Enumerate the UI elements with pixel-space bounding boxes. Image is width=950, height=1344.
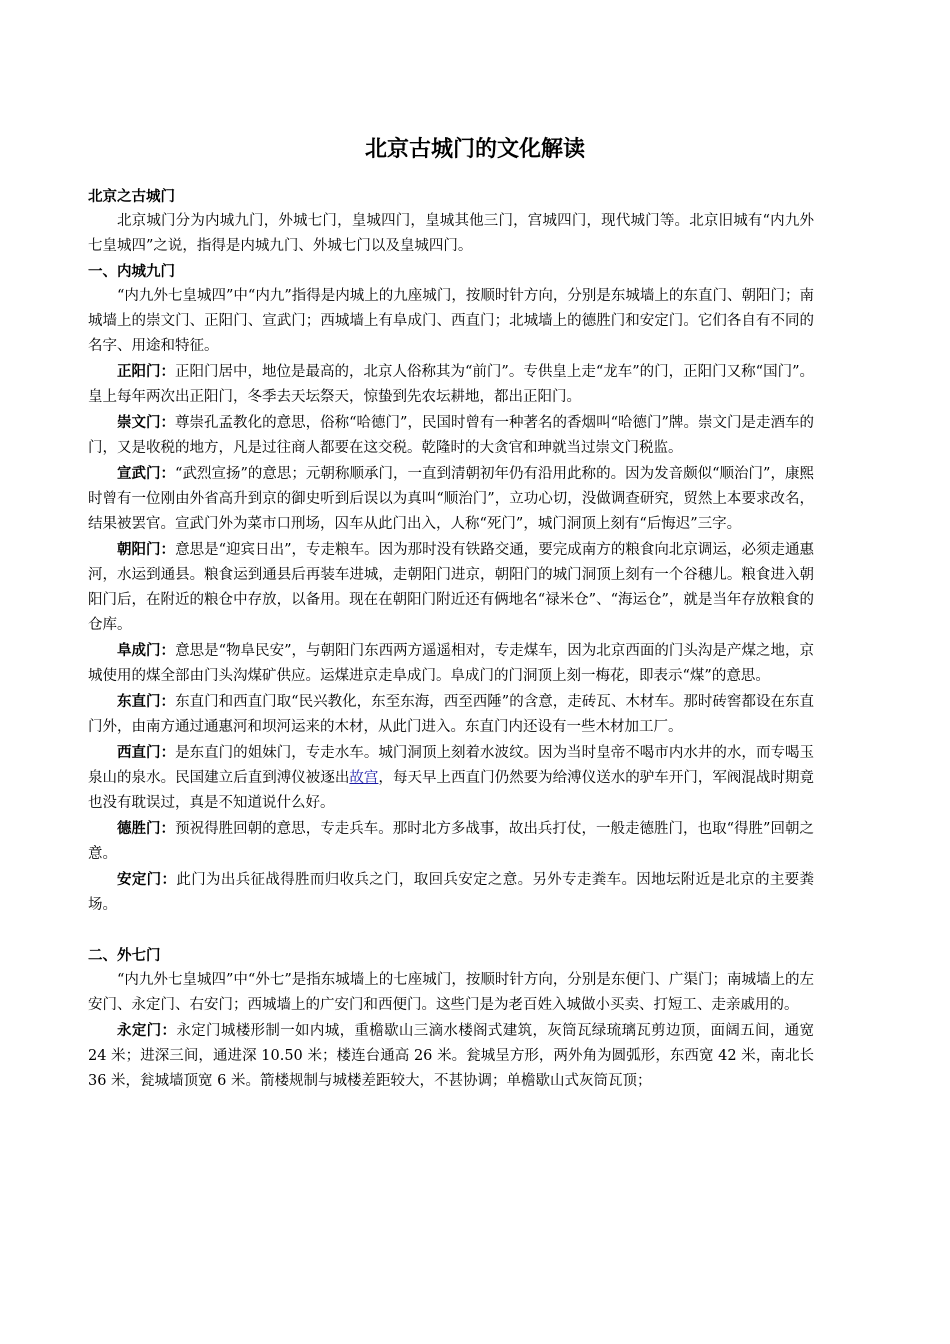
gate-text: 正阳门居中，地位是最高的，北京人俗称其为“前门”。专供皇上走“龙车”的门，正阳门又称“国门”。皇上每年两次出正阳门，冬季去天坛祭天，惊蛰到先农坛耕地，都出正阳门。 bbox=[88, 364, 815, 405]
section1-heading: 一、内城九门 bbox=[88, 263, 175, 280]
gate-text: 意思是“物阜民安”，与朝阳门东西两方遥遥相对，专走煤车，因为北京西面的门头沟是产煤之地，京城使用的煤全部由门头沟煤矿供应。运煤进京走阜成门。阜成门的门洞顶上刻一梅花，即表示“煤”的意思。 bbox=[88, 643, 815, 684]
gate-text: 意思是“迎宾日出”，专走粮车。因为那时没有铁路交通，要完成南方的粮食向北京调运，必须走通惠河，水运到通县。粮食运到通县后再装车进城，走朝阳门进京，朝阳门的城门洞顶上刻有一个谷穗儿。粮食进入朝阳门后，在附近的粮仓中存放，以备用。现在在朝阳门附近还有俩地名“禄米仓”、“海运仓”，就是当年存放粮食的仓库。 bbox=[88, 542, 815, 633]
intro-paragraph: 北京城门分为内城九门，外城七门，皇城四门，皇城其他三门，宫城四门，现代城门等。北京旧城有“内九外七皇城四”之说，指得是内城九门、外城七门以及皇城四门。 bbox=[88, 213, 814, 254]
gate-paragraph-chaoyang bbox=[88, 537, 814, 638]
gate-text: 尊崇孔孟教化的意思，俗称“哈德门”，民国时曾有一种著名的香烟叫“哈德门”牌。崇文门是走酒车的门，又是收税的地方，凡是过往商人都要在这交税。乾隆时的大贪官和珅就当过崇文门税监。 bbox=[88, 415, 814, 456]
gate-paragraph-desheng bbox=[88, 816, 814, 867]
gate-paragraph-dongzhi bbox=[88, 689, 814, 740]
gate-name: 安定门： bbox=[117, 871, 177, 888]
gate-name: 阜成门： bbox=[117, 642, 176, 659]
intro-heading: 北京之古城门 bbox=[88, 188, 175, 205]
gate-name: 德胜门： bbox=[117, 820, 176, 837]
gate-paragraph-xizhi bbox=[88, 740, 814, 816]
gate-paragraph-anding bbox=[88, 867, 814, 918]
blank-line bbox=[88, 918, 814, 943]
section1-intro-paragraph: “内九外七皇城四”中“内九”指得是内城上的九座城门，按顺时针方向，分别是东城墙上的东直门、朝阳门；南城墙上的崇文门、正阳门、宣武门；西城墙上有阜成门、西直门；北城墙上的德胜门和安定门。它们各自有不同的名字、用途和特征。 bbox=[88, 288, 814, 354]
gate-text: 预祝得胜回朝的意思，专走兵车。那时北方多战事，故出兵打仗，一般走德胜门，也取“得胜”回朝之意。 bbox=[88, 821, 815, 862]
document-title: 北京古城门的文化解读 bbox=[364, 136, 585, 162]
gate-paragraph-xuanwu bbox=[88, 461, 814, 537]
gate-text: 永定门城楼形制一如内城，重檐歇山三滴水楼阁式建筑，灰筒瓦绿琉璃瓦剪边顶，面阔五间，通宽 24 米；进深三间，通进深 10.50 米；楼连台通高 26 米。瓮城呈方形，两外角为圆弧形，东西宽 42 米，南北长 36 米，瓮城墙顶宽 6 米。箭楼规制与城楼差距较大，不甚协调；单檐歇山式灰筒瓦顶； bbox=[88, 1023, 815, 1089]
gate-name: 崇文门： bbox=[117, 414, 176, 431]
gate-text: “武烈宣扬”的意思；元朝称顺承门，一直到清朝初年仍有沿用此称的。因为发音颇似“顺治门”，康熙时曾有一位刚由外省高升到京的御史听到后误以为真叫“顺治门”，立功心切，没做调查研究，贸然上本要求改名，结果被罢官。宣武门外为菜市口刑场，囚车从此门出入，人称“死门”，城门洞顶上刻有“后悔迟”三字。 bbox=[88, 466, 814, 532]
gate-paragraph-yongding bbox=[88, 1018, 814, 1094]
gate-paragraph-zhengyang bbox=[88, 359, 814, 410]
section2-intro-paragraph: “内九外七皇城四”中“外七”是指东城墙上的七座城门，按顺时针方向，分别是东便门、广渠门；南城墙上的左安门、永定门、右安门；西城墙上的广安门和西便门。这些门是为老百姓入城做小买卖、打短工、走亲戚用的。 bbox=[88, 972, 814, 1013]
gate-name: 西直门： bbox=[117, 744, 176, 761]
gate-name: 正阳门： bbox=[117, 363, 176, 380]
gate-paragraph-chongwen bbox=[88, 410, 814, 461]
gugong-link[interactable]: 故宫 bbox=[349, 770, 379, 786]
gate-paragraph-fucheng bbox=[88, 638, 814, 689]
section2-heading: 二、外七门 bbox=[88, 947, 161, 964]
gate-name: 宣武门： bbox=[117, 465, 176, 482]
gate-text: 此门为出兵征战得胜而归收兵之门，取回兵安定之意。另外专走粪车。因地坛附近是北京的主要粪场。 bbox=[88, 872, 815, 913]
gate-name: 东直门： bbox=[117, 693, 176, 710]
gate-text: ，每天早上西直门仍然要为给溥仪送水的驴车开门，军阀混战时期竟也没有耽误过，真是不知道说什么好。 bbox=[88, 770, 815, 811]
gate-name: 朝阳门： bbox=[117, 541, 176, 558]
gate-text: 东直门和西直门取“民兴教化，东至东海，西至西陲”的含意，走砖瓦、木材车。那时砖窖都设在东直门外，由南方通过通惠河和坝河运来的木材，从此门进入。东直门内还设有一些木材加工厂。 bbox=[88, 694, 815, 735]
gate-name: 永定门： bbox=[117, 1022, 177, 1039]
gate-text: 是东直门的姐妹门，专走水车。城门洞顶上刻着水波纹。因为当时皇帝不喝市内水井的水，而专喝玉泉山的泉水。民国建立后直到溥仪被逐出 bbox=[88, 745, 815, 786]
